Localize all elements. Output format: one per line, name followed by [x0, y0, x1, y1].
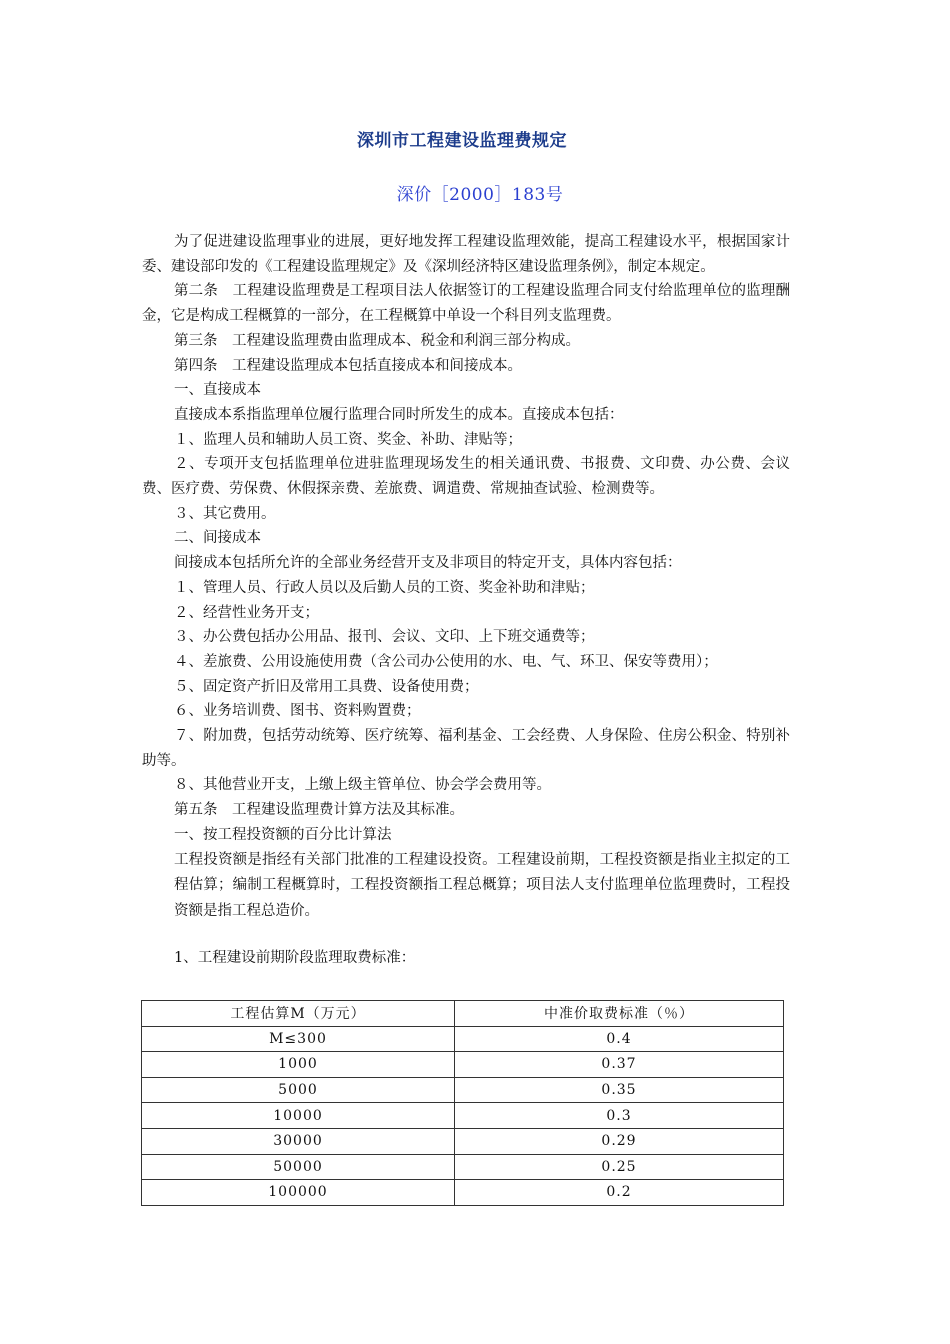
table-row: [142, 1052, 784, 1078]
document-body: [142, 230, 790, 971]
paragraph: 第二条 工程建设监理费是工程项目法人依据签订的工程建设监理合同支付给监理单位的监理酬金，它是构成工程概算的一部分，在工程概算中单设一个科目列支监理费。: [142, 283, 790, 325]
paragraph: 直接成本系指监理单位履行监理合同时所发生的成本。直接成本包括：: [174, 406, 624, 423]
rate-cell: 0.2: [455, 1180, 784, 1206]
rate-cell: 0.25: [455, 1154, 784, 1180]
paragraph: 一、直接成本: [174, 382, 261, 399]
paragraph: ５、固定资产折旧及常用工具费、设备使用费；: [174, 678, 479, 695]
paragraph: ２、专项开支包括监理单位进驻监理现场发生的相关通讯费、书报费、文印费、办公费、会议费、医疗费、劳保费、休假探亲费、差旅费、调遣费、常规抽查试验、检测费等。: [142, 456, 790, 498]
paragraph: ４、差旅费、公用设施使用费（含公司办公使用的水、电、气、环卫、保安等费用）；: [174, 653, 718, 670]
paragraph: 间接成本包括所允许的全部业务经营开支及非项目的特定开支，具体内容包括：: [174, 555, 682, 572]
paragraph: 为了促进建设监理事业的进展，更好地发挥工程建设监理效能，提高工程建设水平，根据国家计委、建设部印发的《工程建设监理规定》及《深圳经济特区建设监理条例》，制定本规定。: [142, 234, 790, 275]
rate-cell: 0.3: [455, 1103, 784, 1129]
document-number: 深价［2000］183号: [396, 185, 564, 205]
paragraph: １、监理人员和辅助人员工资、奖金、补助、津贴等；: [174, 431, 522, 448]
estimate-cell: 1000: [142, 1052, 455, 1078]
paragraph: ７、附加费，包括劳动统筹、医疗统筹、福利基金、工会经费、人身保险、住房公积金、特别补助等。: [142, 728, 790, 769]
table-row: [142, 1180, 784, 1206]
rate-cell: 0.4: [455, 1026, 784, 1052]
paragraph: ６、业务培训费、图书、资料购置费；: [174, 703, 421, 720]
table-caption: 1、工程建设前期阶段监理取费标准：: [174, 950, 416, 967]
paragraph: 第三条 工程建设监理费由监理成本、税金和利润三部分构成。: [174, 332, 580, 349]
investment-definition-paragraph: 工程投资额是指经有关部门批准的工程建设投资。工程建设前期，工程投资额是指业主拟定的工程估算；编制工程概算时，工程投资额指工程总概算；项目法人支付监理单位监理费时，工程投资额是指工程总造价。: [174, 851, 790, 919]
fee-standard-table: [141, 1000, 784, 1206]
paragraph: ８、其他营业开支，上缴上级主管单位、协会学会费用等。: [174, 777, 551, 794]
paragraph: 第五条 工程建设监理费计算方法及其标准。: [174, 802, 464, 819]
paragraph: ３、其它费用。: [174, 505, 276, 522]
rate-cell: 0.37: [455, 1052, 784, 1078]
paragraph: 第四条 工程建设监理成本包括直接成本和间接成本。: [174, 357, 522, 374]
rate-cell: 0.35: [455, 1077, 784, 1103]
estimate-cell: 100000: [142, 1180, 455, 1206]
column-header-estimate: 工程估算M（万元）: [142, 1001, 455, 1027]
table-header-row: [142, 1001, 784, 1027]
column-header-rate: 中准价取费标准（％）: [455, 1001, 784, 1027]
estimate-cell: 50000: [142, 1154, 455, 1180]
estimate-cell: M≤300: [142, 1026, 455, 1052]
paragraph: ３、办公费包括办公用品、报刊、会议、文印、上下班交通费等；: [174, 629, 595, 646]
table-row: [142, 1077, 784, 1103]
paragraph: 一、按工程投资额的百分比计算法: [174, 826, 392, 843]
estimate-cell: 30000: [142, 1128, 455, 1154]
document-title: 深圳市工程建设监理费规定: [357, 131, 567, 151]
paragraph: １、管理人员、行政人员以及后勤人员的工资、奖金补助和津贴；: [174, 579, 595, 596]
table-row: [142, 1128, 784, 1154]
table-row: [142, 1103, 784, 1129]
table-row: [142, 1026, 784, 1052]
paragraph: ２、经营性业务开支；: [174, 604, 319, 621]
estimate-cell: 5000: [142, 1077, 455, 1103]
estimate-cell: 10000: [142, 1103, 455, 1129]
rate-cell: 0.29: [455, 1128, 784, 1154]
paragraph: 二、间接成本: [174, 530, 261, 547]
table-row: [142, 1154, 784, 1180]
spacer: [142, 924, 790, 946]
